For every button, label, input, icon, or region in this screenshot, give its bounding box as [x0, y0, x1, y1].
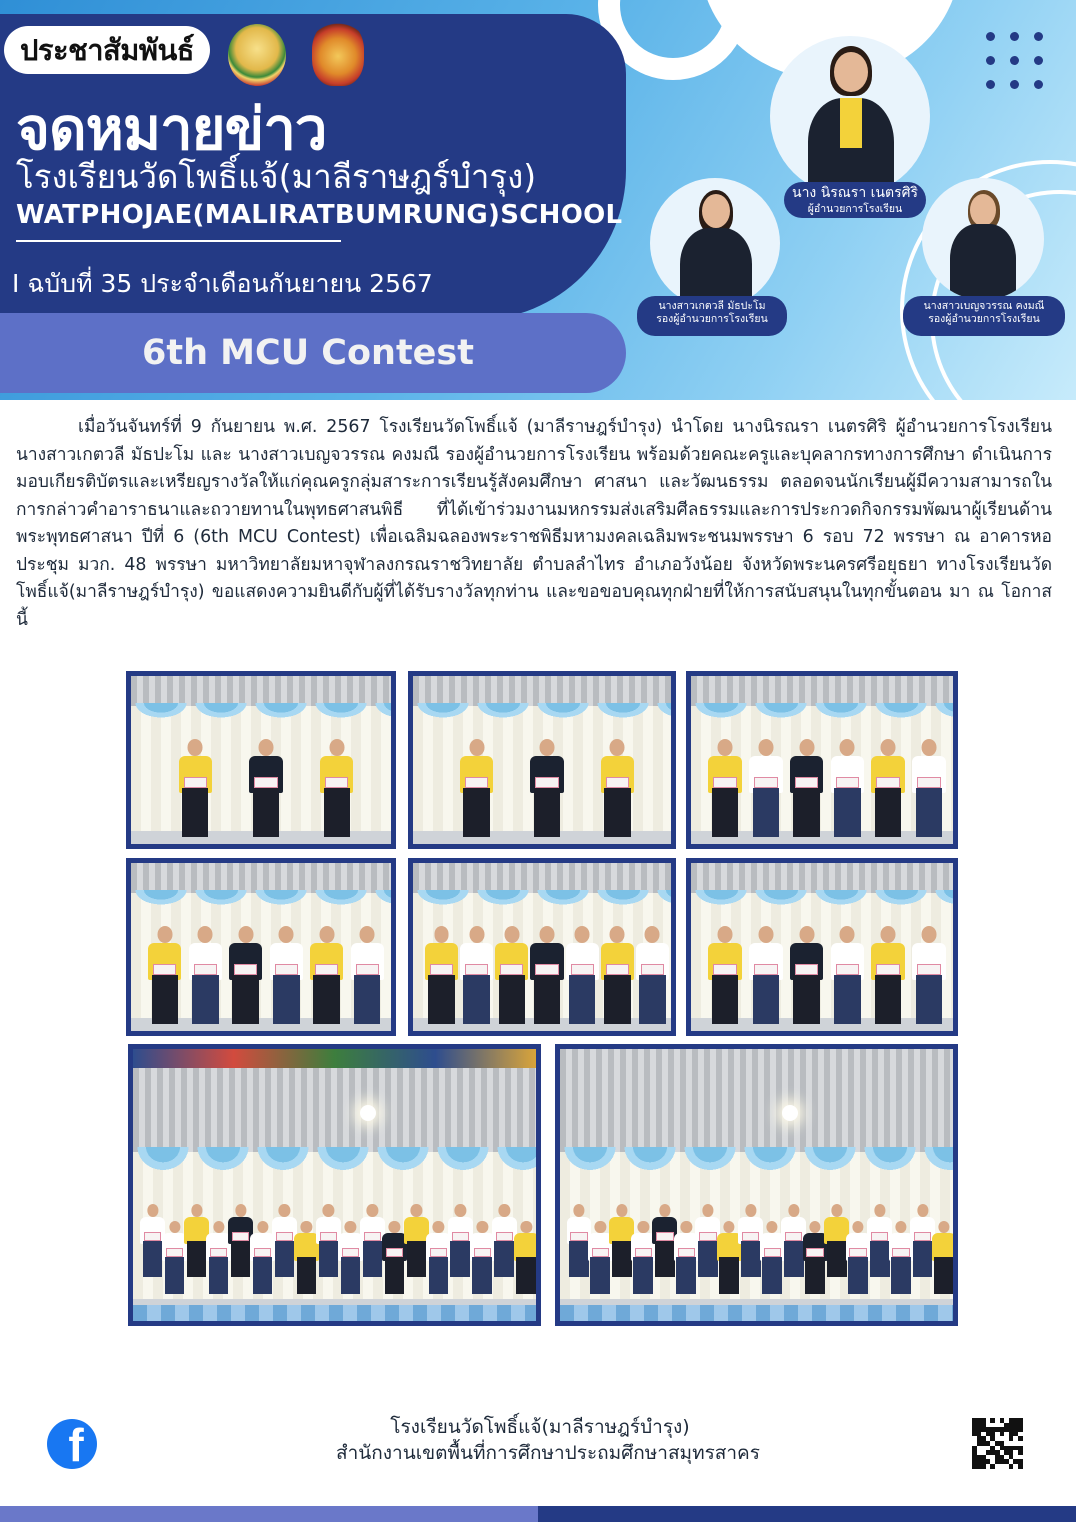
person-figure [320, 739, 353, 837]
person-figure [601, 739, 634, 837]
person-figure [148, 926, 181, 1024]
staff-role: ผู้อำนวยการโรงเรียน [807, 202, 903, 215]
school-name-thai: โรงเรียนวัดโพธิ์แจ้(มาลีราษฎร์บำรุง) [16, 157, 537, 196]
person-figure [229, 926, 262, 1024]
footer-school-name: โรงเรียนวัดโพธิ์แจ้(มาลีราษฎร์บำรุง) [390, 1416, 690, 1438]
person-figure [514, 1221, 539, 1294]
pr-tag-label: ประชาสัมพันธ์ [20, 33, 194, 67]
staff-name: นางสาวเบญจวรรณ คงมณี [923, 300, 1045, 312]
deputy-caption-1 [637, 296, 787, 336]
person-figure [189, 926, 222, 1024]
person-figure [912, 926, 945, 1024]
deputy-caption-2 [903, 296, 1065, 336]
person-figure [566, 926, 599, 1024]
event-photo [408, 671, 676, 849]
person-figure [270, 926, 303, 1024]
person-figure [460, 739, 493, 837]
person-figure [495, 926, 528, 1024]
event-photo [555, 1044, 958, 1326]
school-logo [228, 24, 286, 86]
staff-role: รองผู้อำนวยการโรงเรียน [928, 313, 1040, 326]
title-divider [16, 240, 341, 242]
staff-name: นางสาวเกตวลี มัธปะโม [658, 300, 766, 312]
person-figure [425, 926, 458, 1024]
person-figure [790, 739, 823, 837]
deputy-portrait-2 [922, 178, 1044, 300]
person-figure [351, 926, 384, 1024]
person-figure [912, 739, 945, 837]
event-photo [126, 858, 396, 1036]
event-photo [686, 858, 958, 1036]
event-photo [126, 671, 396, 849]
person-figure [530, 739, 563, 837]
event-banner [0, 313, 626, 393]
staff-role: รองผู้อำนวยการโรงเรียน [656, 313, 768, 326]
person-figure [708, 739, 741, 837]
issue-line: I ฉบับที่ 35 ประจำเดือนกันยายน 2567 [12, 269, 433, 298]
person-figure [831, 739, 864, 837]
director-caption [784, 182, 926, 218]
director-portrait [770, 36, 930, 196]
pr-tag [4, 26, 210, 74]
person-figure [749, 739, 782, 837]
person-figure [932, 1221, 957, 1294]
event-photo [128, 1044, 541, 1326]
footer-district-office: สำนักงานเขตพื้นที่การศึกษาประถมศึกษาสมุทรสาคร [336, 1442, 760, 1464]
deputy-portrait-1 [650, 178, 780, 308]
event-photo [408, 858, 676, 1036]
article-body: เมื่อวันจันทร์ที่ 9 กันยายน พ.ศ. 2567 โรงเรียนวัดโพธิ์แจ้ (มาลีราษฎร์บำรุง) นำโดย นางนิรณรา เนตรศิริ ผู้อำนวยการโรงเรียน นางสาวเกตวลี มัธปะโม และ นางสาวเบญจวรรณ คงมณี รองผู้อำนวยการโรงเรียน พร้อมด้วยคณะครูและบุคลากรทางการศึกษา ดำเนินการมอบเกียรติบัตรและเหรียญรางวัลให้แก่คุณครูกลุ่มสาระการเรียนรู้สังคมศึกษา ศาสนา และวัฒนธรรม ตลอดจนนักเรียนผู้มีความสามารถในการกล่าวคำอาราธนาและถวายทานในพุทธศาสนพิธี ที่ได้เข้าร่วมงานมหกรรมส่งเสริมศีลธรรมและการประกวดกิจกรรมพัฒนาผู้เรียนด้านพระพุทธศาสนา ปีที่ 6 (6th MCU Contest) เพื่อเฉลิมฉลองพระราชพิธีมหามงคลเฉลิมพระชนมพรรษา 6 รอบ 72 พรรษา ณ อาคารหอประชุม มวก. 48 พรรษา มหาวิทยาลัยมหาจุฬาลงกรณราชวิทยาลัย ตำบลลำไทร อำเภอวังน้อย จังหวัดพระนครศรีอยุธยา ทางโรงเรียนวัดโพธิ์แจ้(มาลีราษฎร์บำรุง) ขอแสดงความยินดีกับผู้ที่ได้รับรางวัลทุกท่าน และขอขอบคุณทุกฝ่ายที่ให้การสนับสนุนในทุกขั้นตอน มา ณ โอกาสนี้ [16, 417, 1052, 630]
person-figure [790, 926, 823, 1024]
event-photo [686, 671, 958, 849]
person-figure [601, 926, 634, 1024]
staff-name: นาง นิรณรา เนตรศิริ [792, 185, 918, 201]
person-figure [530, 926, 563, 1024]
footer-bar [0, 1506, 1076, 1522]
facebook-icon[interactable]: f [47, 1419, 97, 1469]
event-title: 6th MCU Contest [142, 333, 474, 373]
school-name-english: WATPHOJAE(MALIRATBUMRUNG)SCHOOL [16, 200, 623, 230]
person-figure [460, 926, 493, 1024]
person-figure [871, 739, 904, 837]
person-figure [636, 926, 669, 1024]
person-figure [310, 926, 343, 1024]
qr-code-icon[interactable] [970, 1416, 1024, 1470]
person-figure [179, 739, 212, 837]
person-figure [249, 739, 282, 837]
person-figure [749, 926, 782, 1024]
ministry-logo [312, 20, 364, 86]
person-figure [708, 926, 741, 1024]
decor-dots [986, 32, 1046, 92]
person-figure [831, 926, 864, 1024]
newsletter-title: จดหมายข่าว [16, 95, 327, 163]
person-figure [871, 926, 904, 1024]
